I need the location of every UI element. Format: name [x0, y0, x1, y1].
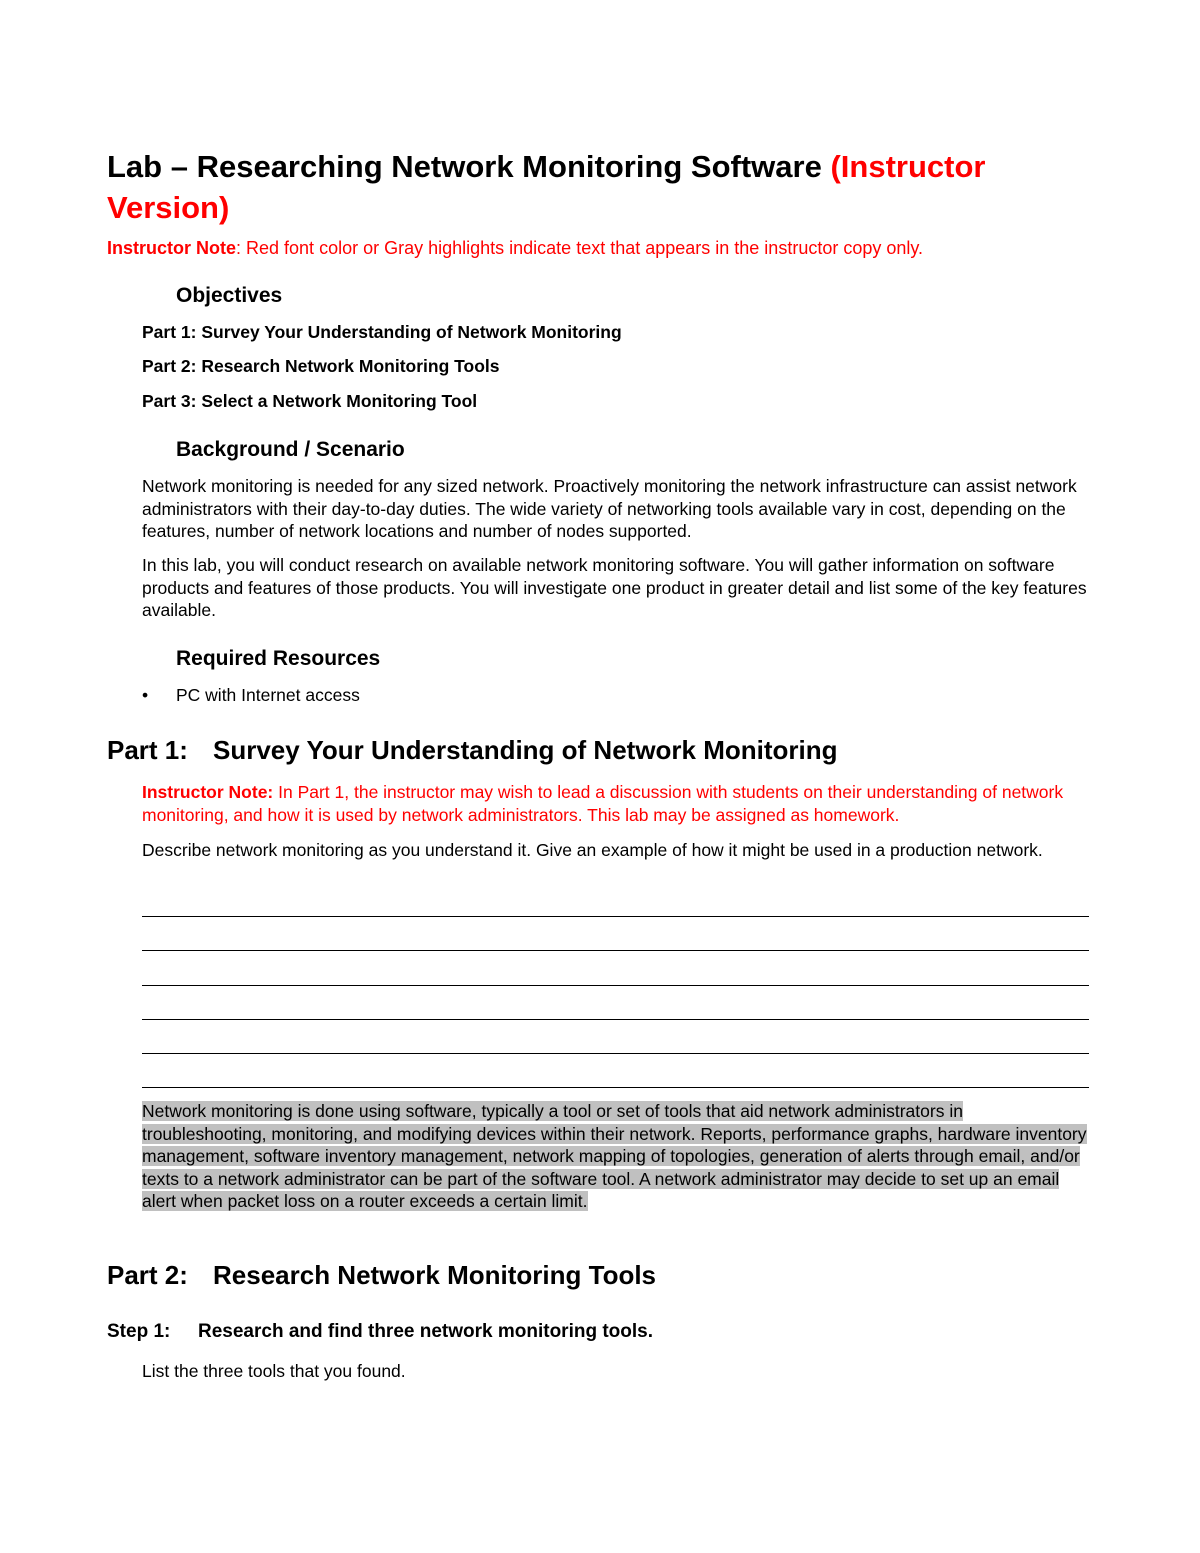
instructor-note-text: : Red font color or Gray highlights indicate text that appears in the instructor copy only.	[236, 238, 924, 258]
required-resources-heading: Required Resources	[176, 647, 381, 670]
instructor-note-label: Instructor Note	[107, 238, 237, 258]
answer-line[interactable]	[142, 1087, 1089, 1088]
highlighted-answer-text: Network monitoring is done using software, typically a tool or set of tools that aid network administrators in troubleshooting, monitoring, and modifying devices within their network. Reports, performance graphs, hardware inventory management, software inventory management, network mapping of topologies, generation of alerts through email, and/or texts to a network administrator can be part of the software tool. A network administrator may decide to set up an email alert when packet loss on a router exceeds a certain limit.	[142, 1101, 1087, 1212]
background-paragraph-1: Network monitoring is needed for any sized network. Proactively monitoring the network infrastructure can assist network administrators with their day-to-day duties. The wide variety of networking tools available vary in cost, depending on the features, number of network locations and number of nodes supported.	[142, 476, 1077, 541]
objective-item-2: Part 2: Research Network Monitoring Tools	[142, 356, 500, 376]
part1-number: Part 1:	[107, 735, 188, 765]
step1-number: Step 1:	[107, 1321, 171, 1342]
answer-line[interactable]	[142, 950, 1089, 951]
answer-line[interactable]	[142, 1019, 1089, 1020]
title-version: (Instructor Version)	[107, 149, 986, 225]
part1-instructor-answer	[142, 1100, 1087, 1213]
document-title	[107, 146, 1067, 228]
part1-instructor-note	[142, 781, 1087, 826]
instructor-note-top	[107, 236, 923, 260]
step1-heading	[107, 1319, 653, 1345]
answer-line[interactable]	[142, 1053, 1089, 1054]
objective-item-1: Part 1: Survey Your Understanding of Network Monitoring	[142, 322, 622, 342]
part1-instructor-note-text: In Part 1, the instructor may wish to lead a discussion with students on their understanding of network monitoring, and how it is used by network administrators. This lab may be assigned as homework.	[142, 782, 1064, 825]
resource-item-text: PC with Internet access	[176, 685, 360, 705]
part1-instructor-note-label: Instructor Note:	[142, 782, 274, 802]
step1-title: Research and find three network monitoring tools.	[198, 1321, 653, 1342]
part2-number: Part 2:	[107, 1260, 188, 1290]
part1-heading	[107, 733, 838, 767]
answer-line[interactable]	[142, 916, 1089, 917]
background-paragraph-2: In this lab, you will conduct research on available network monitoring software. You will gather information on software products and features of those products. You will investigate one product in greater detail and list some of the key features available.	[142, 555, 1087, 620]
objective-item-3: Part 3: Select a Network Monitoring Tool	[142, 391, 478, 411]
background-heading: Background / Scenario	[176, 438, 405, 461]
part2-heading	[107, 1258, 656, 1292]
objectives-heading: Objectives	[176, 284, 283, 307]
part2-title: Research Network Monitoring Tools	[213, 1260, 657, 1290]
part1-title: Survey Your Understanding of Network Monitoring	[213, 735, 838, 765]
bullet-icon: •	[142, 685, 149, 705]
part1-prompt: Describe network monitoring as you understand it. Give an example of how it might be used in a production network.	[142, 840, 1043, 860]
answer-line[interactable]	[142, 985, 1089, 986]
title-main: Lab – Researching Network Monitoring Software	[107, 149, 831, 184]
step1-prompt: List the three tools that you found.	[142, 1361, 406, 1381]
resource-list-item	[142, 683, 360, 707]
